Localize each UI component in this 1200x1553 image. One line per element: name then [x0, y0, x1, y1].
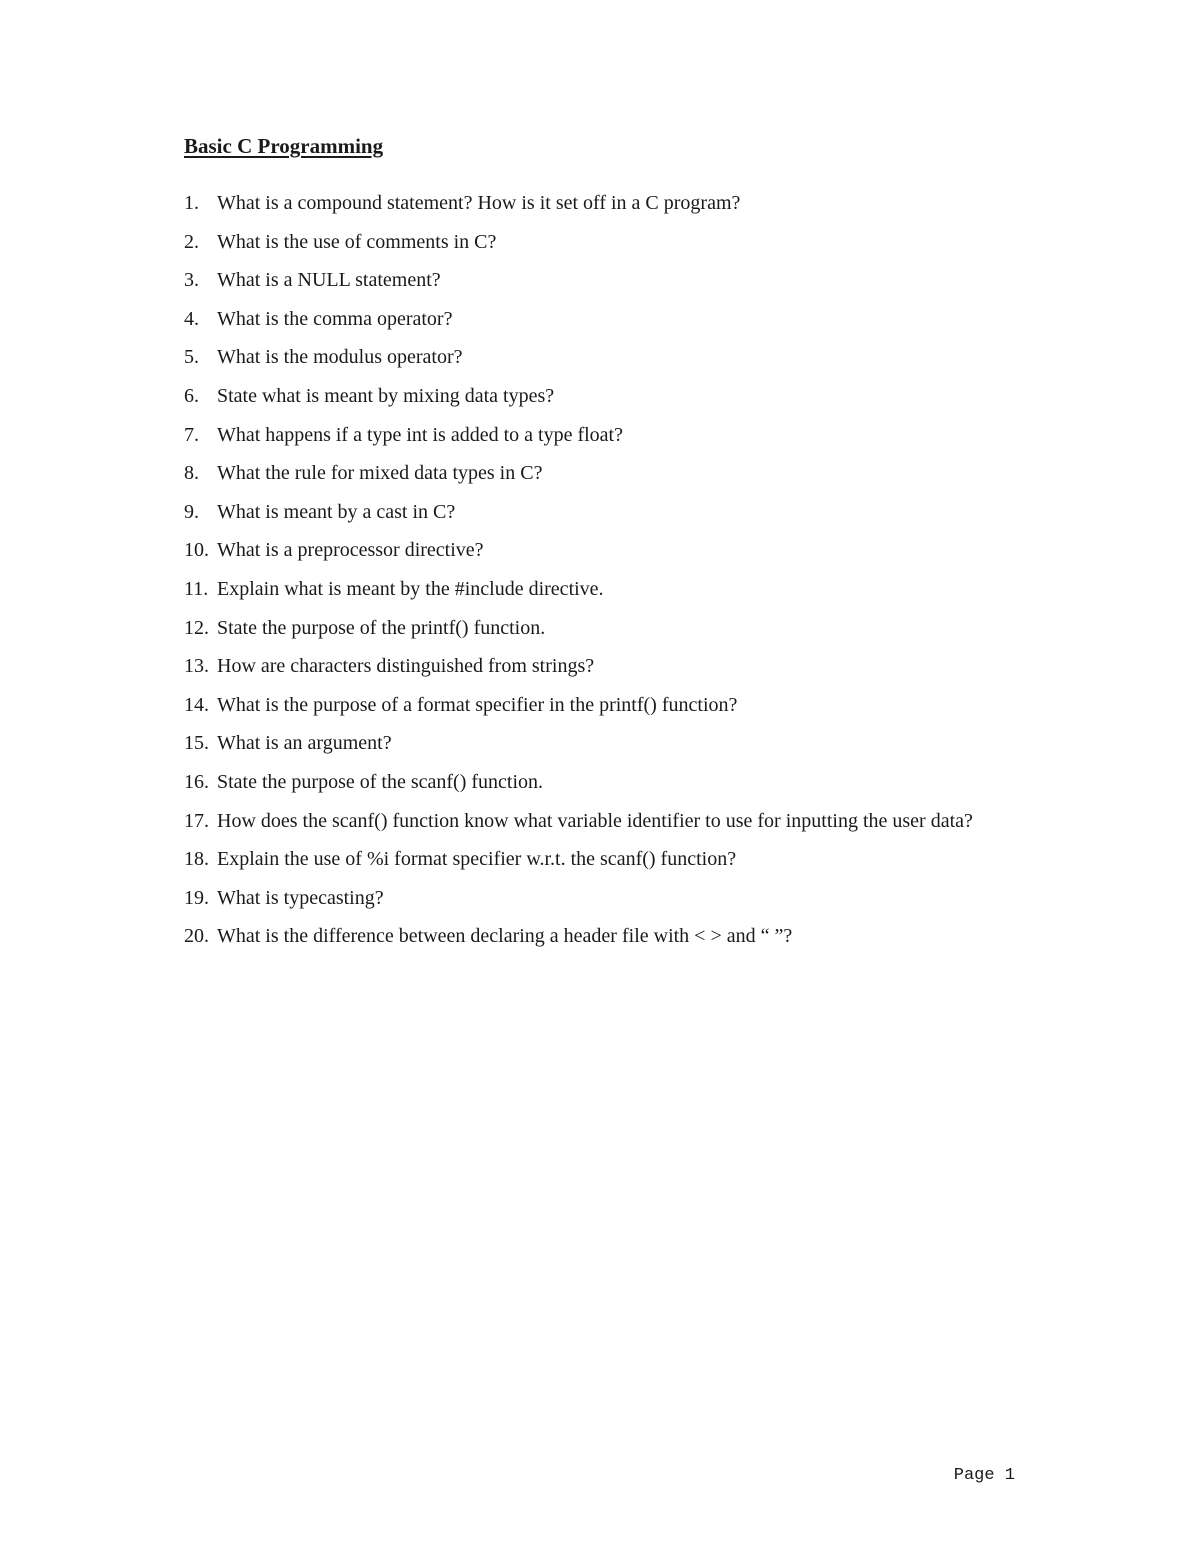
question-item-3: [184, 261, 1034, 300]
question-number: 8.: [184, 462, 199, 485]
question-text: What is the modulus operator?: [217, 346, 463, 369]
question-number: 13.: [184, 655, 209, 678]
question-text: State the purpose of the scanf() function.: [217, 770, 544, 793]
question-item-17: [184, 802, 1034, 841]
question-number: 14.: [184, 693, 209, 716]
question-number: 11.: [184, 577, 209, 600]
question-number: 9.: [184, 500, 199, 523]
question-number: 17.: [184, 809, 209, 832]
question-text: How does the scanf() function know what variable identifier to use for inputting the user data?: [217, 809, 973, 832]
question-list: [184, 184, 1034, 956]
question-item-7: [184, 416, 1034, 455]
question-text: What is meant by a cast in C?: [217, 500, 456, 523]
question-item-10: [184, 531, 1034, 570]
question-number: 2.: [184, 230, 199, 253]
question-text: What is the purpose of a format specifier in the printf() function?: [217, 693, 738, 716]
question-item-2: [184, 223, 1034, 262]
question-text: What happens if a type int is added to a type float?: [217, 423, 623, 446]
question-number: 16.: [184, 770, 209, 793]
question-item-14: [184, 686, 1034, 725]
question-number: 12.: [184, 616, 209, 639]
question-text: How are characters distinguished from strings?: [217, 655, 595, 678]
question-item-9: [184, 493, 1034, 532]
question-text: What the rule for mixed data types in C?: [217, 462, 543, 485]
question-item-16: [184, 763, 1034, 802]
question-item-11: [184, 570, 1034, 609]
question-item-13: [184, 647, 1034, 686]
question-item-5: [184, 338, 1034, 377]
question-item-19: [184, 879, 1034, 918]
question-item-6: [184, 377, 1034, 416]
question-text: What is an argument?: [217, 732, 392, 755]
question-number: 10.: [184, 539, 209, 562]
question-text: What is the difference between declaring a header file with < > and “ ”?: [217, 925, 793, 948]
question-text: Explain what is meant by the #include directive.: [217, 577, 604, 600]
question-number: 19.: [184, 886, 209, 909]
question-text: What is a preprocessor directive?: [217, 539, 484, 562]
question-item-18: [184, 840, 1034, 879]
question-number: 20.: [184, 925, 209, 948]
question-text: What is a compound statement? How is it set off in a C program?: [217, 192, 741, 214]
question-item-8: [184, 454, 1034, 493]
question-text: What is the use of comments in C?: [217, 230, 497, 253]
question-number: 6.: [184, 384, 199, 407]
question-number: 15.: [184, 732, 209, 755]
question-item-1: [184, 184, 1034, 223]
page-title: Basic C Programming: [184, 134, 384, 158]
question-number: 7.: [184, 423, 199, 446]
question-item-4: [184, 300, 1034, 339]
question-item-12: [184, 609, 1034, 648]
question-text: What is a NULL statement?: [217, 269, 441, 292]
question-item-15: [184, 724, 1034, 763]
question-number: 1.: [184, 192, 199, 214]
question-text: What is typecasting?: [217, 886, 384, 909]
question-text: Explain the use of %i format specifier w.r.t. the scanf() function?: [217, 848, 737, 871]
question-number: 3.: [184, 269, 199, 292]
question-text: State what is meant by mixing data types?: [217, 384, 555, 407]
question-number: 5.: [184, 346, 199, 369]
question-text: What is the comma operator?: [217, 307, 453, 330]
question-number: 4.: [184, 307, 199, 330]
question-number: 18.: [184, 848, 209, 871]
question-text: State the purpose of the printf() function.: [217, 616, 546, 639]
page-number-footer: Page 1: [953, 1466, 1015, 1485]
question-item-20: [184, 917, 1034, 956]
